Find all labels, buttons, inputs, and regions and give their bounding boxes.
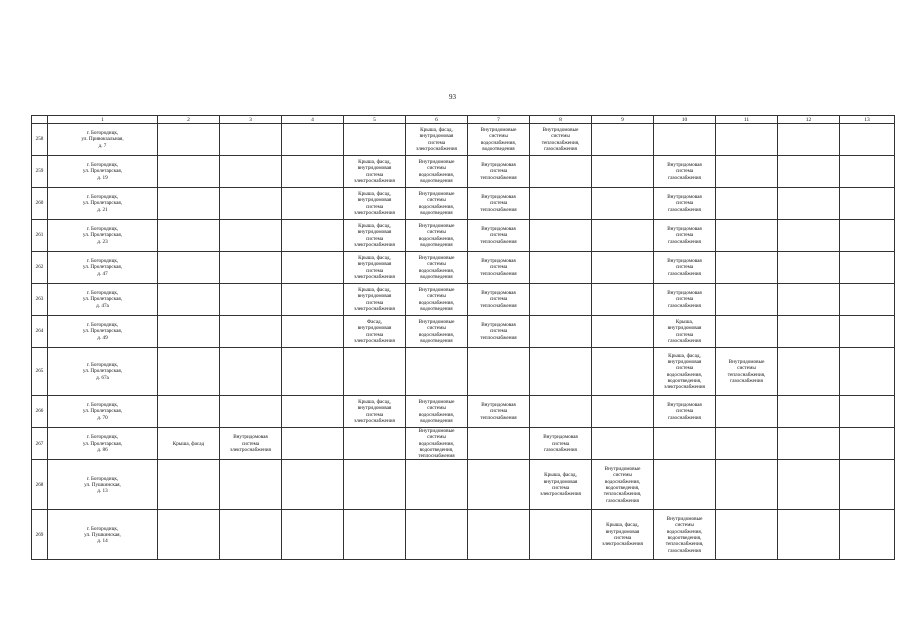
work-cell: [778, 156, 840, 188]
column-header: 8: [530, 116, 592, 124]
work-cell: [654, 124, 716, 156]
work-cell: [158, 284, 220, 316]
column-header: 13: [840, 116, 895, 124]
work-cell: [282, 156, 344, 188]
work-cell: [778, 510, 840, 560]
work-cell: [220, 460, 282, 510]
row-number: 267: [32, 428, 48, 460]
work-cell: Крыша, фасад: [158, 428, 220, 460]
row-number: 260: [32, 188, 48, 220]
work-cell: Внутридомовые системы водоснабжения, водоотведения: [406, 396, 468, 428]
column-header: 10: [654, 116, 716, 124]
column-header: 9: [592, 116, 654, 124]
work-cell: [158, 188, 220, 220]
work-cell: Внутридомовая система теплоснабжения: [468, 220, 530, 252]
work-cell: [840, 396, 895, 428]
row-number: 259: [32, 156, 48, 188]
header-row: [32, 116, 895, 124]
work-cell: Внутридомовая система теплоснабжения: [468, 284, 530, 316]
work-cell: [778, 348, 840, 396]
work-cell: [840, 316, 895, 348]
work-cell: Внутридомовая система теплоснабжения: [468, 188, 530, 220]
column-header: [32, 116, 48, 124]
row-number: 258: [32, 124, 48, 156]
work-cell: [530, 396, 592, 428]
work-cell: [158, 316, 220, 348]
work-cell: [220, 396, 282, 428]
column-header: 11: [716, 116, 778, 124]
work-cell: Крыша, фасад, внутридомовая система электроснабжения: [344, 188, 406, 220]
work-cell: [654, 460, 716, 510]
work-cell: [220, 510, 282, 560]
work-cell: [716, 124, 778, 156]
work-cell: [282, 396, 344, 428]
work-cell: Внутридомовая система теплоснабжения: [468, 156, 530, 188]
work-cell: [158, 124, 220, 156]
work-cell: [220, 252, 282, 284]
page-number: 93: [449, 93, 456, 101]
address-cell: г. Богородицк, ул. Пушкинская, д. 14: [48, 510, 158, 560]
table-row: [32, 348, 895, 396]
work-cell: Крыша, фасад, внутридомовая система электроснабжения: [344, 284, 406, 316]
work-cell: Внутридомовые системы водоснабжения, водоотведения: [406, 156, 468, 188]
table-row: [32, 316, 895, 348]
work-cell: [592, 348, 654, 396]
table-row: [32, 284, 895, 316]
work-cell: [406, 510, 468, 560]
work-cell: [716, 188, 778, 220]
work-cell: Внутридомовая система теплоснабжения: [468, 252, 530, 284]
work-cell: [282, 428, 344, 460]
work-cell: Крыша, фасад, внутридомовая система электроснабжения: [592, 510, 654, 560]
work-cell: [716, 156, 778, 188]
repair-schedule-table: [31, 115, 895, 560]
column-header: 7: [468, 116, 530, 124]
work-cell: [158, 348, 220, 396]
work-cell: [592, 188, 654, 220]
work-cell: [592, 124, 654, 156]
address-cell: г. Богородицк, ул. Пролетарская, д. 86: [48, 428, 158, 460]
row-number: 263: [32, 284, 48, 316]
work-cell: Крыша, фасад, внутридомовая система электроснабжения: [530, 460, 592, 510]
work-cell: [530, 252, 592, 284]
work-cell: [840, 188, 895, 220]
work-cell: [282, 124, 344, 156]
work-cell: [344, 428, 406, 460]
work-cell: Внутридомовые системы водоснабжения, водоотведения: [406, 220, 468, 252]
address-cell: г. Богородицк, ул. Пролетарская, д. 47а: [48, 284, 158, 316]
row-number: 265: [32, 348, 48, 396]
work-cell: [344, 348, 406, 396]
row-number: 268: [32, 460, 48, 510]
table-row: [32, 124, 895, 156]
work-cell: Крыша, фасад, внутридомовая система водоснабжения, водоотведения, электроснабжения: [654, 348, 716, 396]
work-cell: [778, 124, 840, 156]
column-header: 3: [220, 116, 282, 124]
work-cell: Внутридомовые системы водоснабжения, водоотведения, теплоснабжения: [406, 428, 468, 460]
work-cell: [158, 252, 220, 284]
work-cell: [158, 460, 220, 510]
work-cell: Крыша, фасад, внутридомовая система электроснабжения: [344, 156, 406, 188]
work-cell: [592, 252, 654, 284]
work-cell: [220, 124, 282, 156]
work-cell: [840, 428, 895, 460]
work-cell: Внутридомовые системы теплоснабжения, газоснабжения: [716, 348, 778, 396]
work-cell: [530, 188, 592, 220]
work-cell: [592, 220, 654, 252]
work-cell: [344, 510, 406, 560]
work-cell: [716, 510, 778, 560]
work-cell: Крыша, внутридомовая система газоснабжения: [654, 316, 716, 348]
address-cell: г. Богородицк, ул. Пролетарская, д. 47: [48, 252, 158, 284]
work-cell: [282, 348, 344, 396]
row-number: 266: [32, 396, 48, 428]
row-number: 269: [32, 510, 48, 560]
work-cell: [530, 510, 592, 560]
work-cell: [840, 252, 895, 284]
column-header: 6: [406, 116, 468, 124]
work-cell: [592, 396, 654, 428]
column-header: 5: [344, 116, 406, 124]
work-cell: Внутридомовая система электроснабжения: [220, 428, 282, 460]
work-cell: [344, 124, 406, 156]
work-cell: Внутридомовая система газоснабжения: [654, 396, 716, 428]
work-cell: Крыша, фасад, внутридомовая система электроснабжения: [344, 252, 406, 284]
work-cell: [406, 460, 468, 510]
work-cell: [840, 220, 895, 252]
work-cell: [282, 316, 344, 348]
table-row: [32, 428, 895, 460]
work-cell: Внутридомовая система газоснабжения: [654, 188, 716, 220]
work-cell: Внутридомовые системы водоснабжения, водоотведения: [406, 252, 468, 284]
address-cell: г. Богородицк, ул. Пролетарская, д. 70: [48, 396, 158, 428]
address-cell: г. Богородицк, ул. Пролетарская, д. 21: [48, 188, 158, 220]
work-cell: [840, 510, 895, 560]
row-number: 264: [32, 316, 48, 348]
table-row: [32, 510, 895, 560]
work-cell: Крыша, фасад, внутридомовая система электроснабжения: [406, 124, 468, 156]
work-cell: [716, 396, 778, 428]
work-cell: [840, 348, 895, 396]
address-cell: г. Богородицк, ул. Пролетарская, д. 19: [48, 156, 158, 188]
table-row: [32, 460, 895, 510]
work-cell: Внутридомовые системы водоснабжения, водоотведения, теплоснабжения, газоснабжения: [654, 510, 716, 560]
work-cell: [468, 348, 530, 396]
work-cell: [158, 220, 220, 252]
work-cell: [530, 220, 592, 252]
address-cell: г. Богородицк, ул. Привокзальная, д. 7: [48, 124, 158, 156]
work-cell: Внутридомовые системы теплоснабжения, газоснабжения: [530, 124, 592, 156]
column-header: 4: [282, 116, 344, 124]
work-cell: [840, 124, 895, 156]
work-cell: [778, 316, 840, 348]
work-cell: [778, 396, 840, 428]
row-number: 262: [32, 252, 48, 284]
work-cell: [716, 220, 778, 252]
work-cell: [530, 348, 592, 396]
work-cell: Внутридомовые системы водоснабжения, водоотведения: [406, 316, 468, 348]
work-cell: Крыша, фасад, внутридомовая система электроснабжения: [344, 396, 406, 428]
table-row: [32, 188, 895, 220]
work-cell: [530, 316, 592, 348]
work-cell: [716, 284, 778, 316]
work-cell: [592, 428, 654, 460]
work-cell: Внутридомовая система теплоснабжения: [468, 396, 530, 428]
work-cell: [778, 252, 840, 284]
column-header: 2: [158, 116, 220, 124]
work-cell: [282, 252, 344, 284]
work-cell: Фасад, внутридомовая система электроснабжения: [344, 316, 406, 348]
work-cell: [592, 156, 654, 188]
work-cell: Внутридомовая система газоснабжения: [530, 428, 592, 460]
work-cell: [778, 220, 840, 252]
work-cell: [406, 348, 468, 396]
work-cell: [158, 396, 220, 428]
work-cell: [282, 284, 344, 316]
column-header: 1: [48, 116, 158, 124]
work-cell: [840, 284, 895, 316]
work-cell: [282, 460, 344, 510]
address-cell: г. Богородицк, ул. Пролетарская, д. 67а: [48, 348, 158, 396]
work-cell: [592, 316, 654, 348]
table-row: [32, 252, 895, 284]
work-cell: Внутридомовая система теплоснабжения: [468, 316, 530, 348]
work-cell: [468, 428, 530, 460]
work-cell: [716, 316, 778, 348]
work-cell: [654, 428, 716, 460]
address-cell: г. Богородицк, ул. Пролетарская, д. 23: [48, 220, 158, 252]
work-cell: Внутридомовые системы водоснабжения, водоотведения, теплоснабжения, газоснабжения: [592, 460, 654, 510]
work-cell: Внутридомовые системы водоснабжения, водоотведения: [406, 188, 468, 220]
work-cell: [778, 460, 840, 510]
row-number: 261: [32, 220, 48, 252]
work-cell: Внутридомовая система газоснабжения: [654, 156, 716, 188]
work-cell: [220, 348, 282, 396]
work-cell: [468, 460, 530, 510]
work-cell: [778, 188, 840, 220]
work-cell: [158, 156, 220, 188]
work-cell: Крыша, фасад, внутридомовая система электроснабжения: [344, 220, 406, 252]
work-cell: [840, 156, 895, 188]
work-cell: Внутридомовые системы водоснабжения, водоотведения: [406, 284, 468, 316]
work-cell: [778, 428, 840, 460]
work-cell: [282, 220, 344, 252]
work-cell: [840, 460, 895, 510]
work-cell: [220, 220, 282, 252]
table-row: [32, 156, 895, 188]
work-cell: [592, 284, 654, 316]
column-header: 12: [778, 116, 840, 124]
table-row: [32, 220, 895, 252]
table-row: [32, 396, 895, 428]
work-cell: [716, 428, 778, 460]
work-cell: [282, 188, 344, 220]
work-cell: [344, 460, 406, 510]
work-cell: [220, 188, 282, 220]
work-cell: [530, 284, 592, 316]
work-cell: Внутридомовые системы водоснабжения, водоотведения: [468, 124, 530, 156]
work-cell: [530, 156, 592, 188]
work-cell: [468, 510, 530, 560]
work-cell: [716, 460, 778, 510]
work-cell: [220, 316, 282, 348]
address-cell: г. Богородицк, ул. Пролетарская, д. 49: [48, 316, 158, 348]
work-cell: Внутридомовая система газоснабжения: [654, 252, 716, 284]
work-cell: [158, 510, 220, 560]
work-cell: [282, 510, 344, 560]
work-cell: [220, 156, 282, 188]
work-cell: Внутридомовая система газоснабжения: [654, 220, 716, 252]
address-cell: г. Богородицк, ул. Пушкинская, д. 13: [48, 460, 158, 510]
work-cell: Внутридомовая система газоснабжения: [654, 284, 716, 316]
work-cell: [716, 252, 778, 284]
work-cell: [220, 284, 282, 316]
work-cell: [778, 284, 840, 316]
